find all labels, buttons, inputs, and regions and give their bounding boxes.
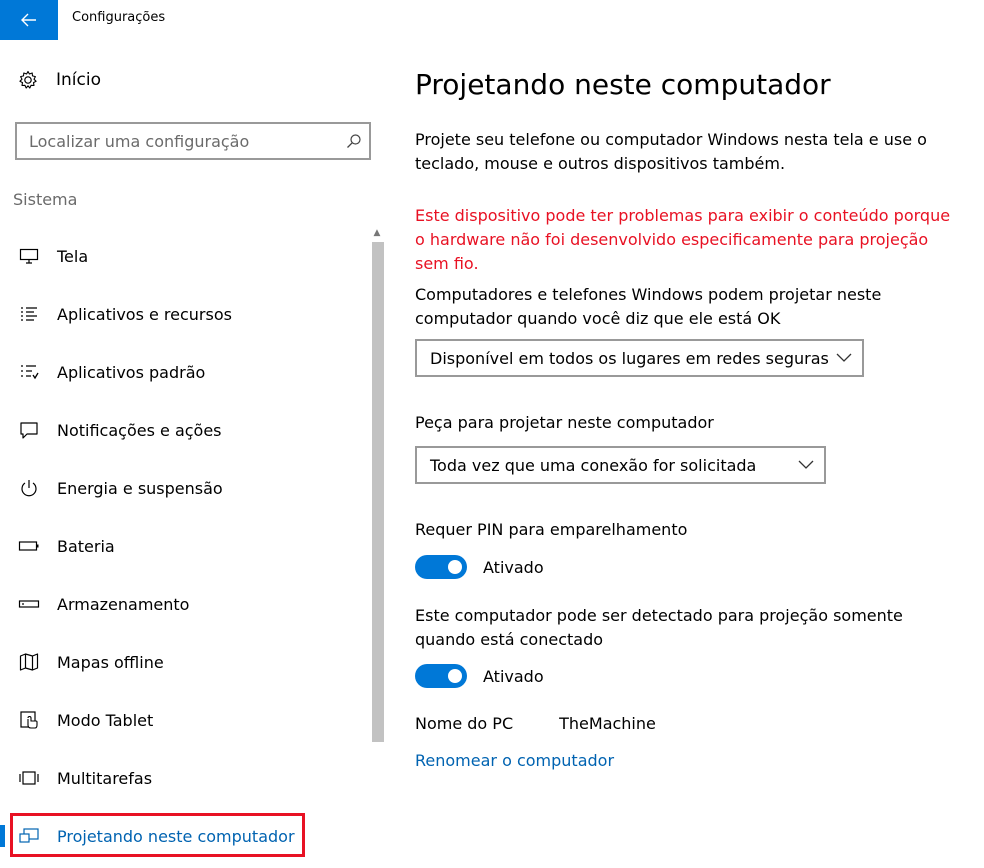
chevron-down-icon	[836, 353, 852, 363]
sidebar-item-label: Armazenamento	[57, 594, 190, 614]
pc-name-label: Nome do PC	[415, 714, 514, 733]
notification-icon	[18, 419, 40, 441]
sidebar-item-multitarefas[interactable]	[0, 749, 370, 807]
sidebar-item-aplicativos-recursos[interactable]	[0, 285, 370, 343]
chevron-down-icon	[798, 460, 814, 470]
ask-dropdown[interactable]	[415, 446, 826, 484]
back-arrow-icon	[21, 13, 37, 27]
sidebar-item-label: Mapas offline	[57, 652, 164, 672]
back-button[interactable]	[0, 0, 58, 40]
scroll-thumb[interactable]	[372, 242, 384, 742]
sidebar-item-notificacoes[interactable]	[0, 401, 370, 459]
scroll-up-arrow-icon[interactable]: ▲	[373, 228, 381, 238]
sidebar-item-mapas-offline[interactable]	[0, 633, 370, 691]
sidebar-item-modo-tablet[interactable]	[0, 691, 370, 749]
section-label: Sistema	[13, 190, 78, 209]
sidebar-item-label: Aplicativos e recursos	[57, 304, 232, 324]
ask-label: Peça para projetar neste computador	[415, 413, 714, 432]
sidebar-item-energia[interactable]	[0, 459, 370, 517]
search-icon[interactable]	[339, 133, 369, 149]
availability-dropdown[interactable]	[415, 339, 864, 377]
pin-toggle-row	[415, 555, 544, 579]
sidebar-scrollbar[interactable]	[370, 226, 384, 868]
search-box[interactable]	[15, 122, 371, 160]
sidebar-item-tela[interactable]	[0, 227, 370, 285]
hardware-warning: Este dispositivo pode ter problemas para exibir o conteúdo porque o hardware não foi desenvolvido especificamente para projeção sem fio.	[415, 206, 951, 273]
sidebar-item-bateria[interactable]	[0, 517, 370, 575]
storage-icon	[18, 593, 40, 615]
sidebar-item-label: Notificações e ações	[57, 420, 222, 440]
pin-label: Requer PIN para emparelhamento	[415, 520, 688, 539]
map-icon	[18, 651, 40, 673]
search-input[interactable]	[17, 124, 339, 158]
list-icon	[18, 303, 40, 325]
toggle-knob	[448, 669, 462, 683]
gear-icon	[18, 70, 38, 90]
page-description: Projete seu telefone ou computador Windows nesta tela e use o teclado, mouse e outros dispositivos também.	[415, 130, 927, 173]
default-apps-icon	[18, 361, 40, 383]
home-label: Início	[56, 70, 101, 90]
sidebar-item-label: Bateria	[57, 536, 115, 556]
multitask-icon	[18, 767, 40, 789]
nav-list	[0, 227, 370, 865]
window-title: Configurações	[72, 10, 166, 25]
detect-toggle-state: Ativado	[483, 666, 544, 686]
sidebar-item-label: Energia e suspensão	[57, 478, 223, 498]
power-icon	[18, 477, 40, 499]
availability-label: Computadores e telefones Windows podem projetar neste computador quando você diz que ele está OK	[415, 285, 882, 328]
detect-label: Este computador pode ser detectado para projeção somente quando está conectado	[415, 606, 903, 649]
sidebar	[0, 40, 392, 868]
detect-toggle-row	[415, 664, 544, 688]
toggle-knob	[448, 560, 462, 574]
detect-toggle[interactable]	[415, 664, 467, 688]
monitor-icon	[18, 245, 40, 267]
pin-toggle[interactable]	[415, 555, 467, 579]
rename-pc-link[interactable]: Renomear o computador	[415, 751, 615, 770]
pin-toggle-state: Ativado	[483, 557, 544, 577]
pc-name-row	[415, 714, 656, 733]
selection-highlight-box	[10, 813, 305, 857]
sidebar-item-label: Modo Tablet	[57, 710, 154, 730]
battery-icon	[18, 535, 40, 557]
page-title: Projetando neste computador	[415, 68, 831, 101]
tablet-mode-icon	[18, 709, 40, 731]
sidebar-item-armazenamento[interactable]	[0, 575, 370, 633]
ask-value: Toda vez que uma conexão for solicitada	[430, 455, 757, 475]
availability-value: Disponível em todos os lugares em redes seguras	[430, 348, 829, 368]
sidebar-item-aplicativos-padrao[interactable]	[0, 343, 370, 401]
home-nav-item[interactable]	[18, 70, 101, 90]
sidebar-item-label: Tela	[57, 246, 89, 266]
title-bar	[0, 0, 984, 40]
pc-name-value: TheMachine	[559, 714, 656, 733]
sidebar-item-label: Aplicativos padrão	[57, 362, 206, 382]
sidebar-item-label: Multitarefas	[57, 768, 153, 788]
sidebar-item-label: Projetando neste computador	[57, 826, 295, 846]
